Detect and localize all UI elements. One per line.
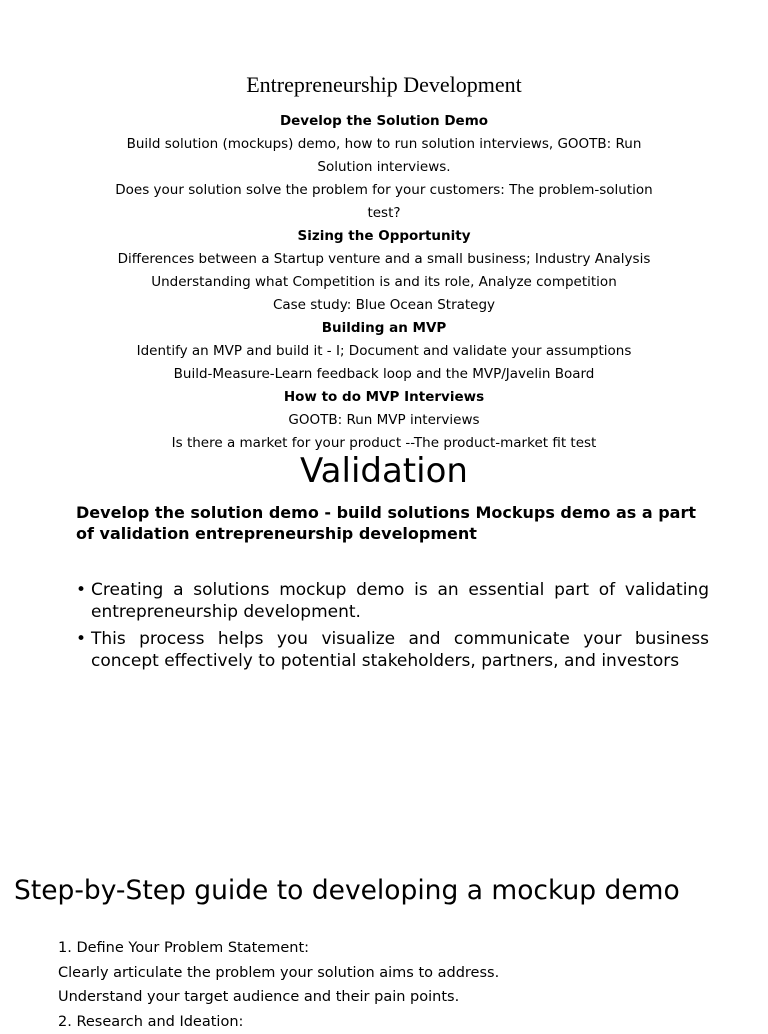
validation-heading: Validation: [300, 451, 468, 491]
bullet-symbol: •: [76, 629, 87, 649]
guide-step-heading: 2. Research and Ideation:: [58, 1013, 244, 1030]
bullet-text: This process helps you visualize and communicate your business concept effectively to potential stakeholders, partners, and investors: [91, 629, 709, 671]
bullet-text: Creating a solutions mockup demo is an essential part of validating entrepreneurship development.: [91, 580, 709, 622]
outline-section-heading: Sizing the Opportunity: [297, 228, 471, 244]
bullet-symbol: •: [76, 580, 87, 600]
guide-steps: [58, 936, 738, 1034]
outline-section-line: GOOTB: Run MVP interviews: [288, 412, 480, 428]
outline-section-line: Build-Measure-Learn feedback loop and the MVP/Javelin Board: [173, 366, 595, 382]
outline-section-line: Case study: Blue Ocean Strategy: [272, 297, 496, 313]
guide-heading: Step-by-Step guide to developing a mockup demo: [14, 875, 680, 906]
guide-step-line: Clearly articulate the problem your solution aims to address.: [58, 964, 500, 981]
outline-section-line: Is there a market for your product --The product-market fit test: [171, 435, 597, 451]
outline-section-line: Differences between a Startup venture and a small business; Industry Analysis: [117, 251, 651, 267]
outline-section-heading: How to do MVP Interviews: [283, 389, 485, 405]
guide-step-heading: 1. Define Your Problem Statement:: [58, 940, 310, 956]
outline-section-heading: Building an MVP: [321, 320, 447, 336]
outline-section-heading: Develop the Solution Demo: [279, 113, 489, 129]
outline-section-line: Build solution (mockups) demo, how to run solution interviews, GOOTB: Run Solution interviews.: [126, 136, 642, 175]
guide-step-line: Understand your target audience and their pain points.: [58, 989, 460, 1006]
validation-bullet-list: [76, 580, 709, 678]
outline-section-line: Does your solution solve the problem for your customers: The problem-solution test?: [115, 182, 653, 221]
outline-section-line: Identify an MVP and build it - I; Document and validate your assumptions: [136, 343, 632, 359]
bullet-item: [76, 580, 709, 623]
document-title: Entrepreneurship Development: [246, 72, 522, 97]
outline-section-line: Understanding what Competition is and its role, Analyze competition: [151, 274, 617, 290]
course-outline: [110, 110, 658, 455]
bullet-item: [76, 629, 709, 672]
validation-subheading: Develop the solution demo - build solutions Mockups demo as a part of validation entrepreneurship development: [76, 503, 696, 543]
